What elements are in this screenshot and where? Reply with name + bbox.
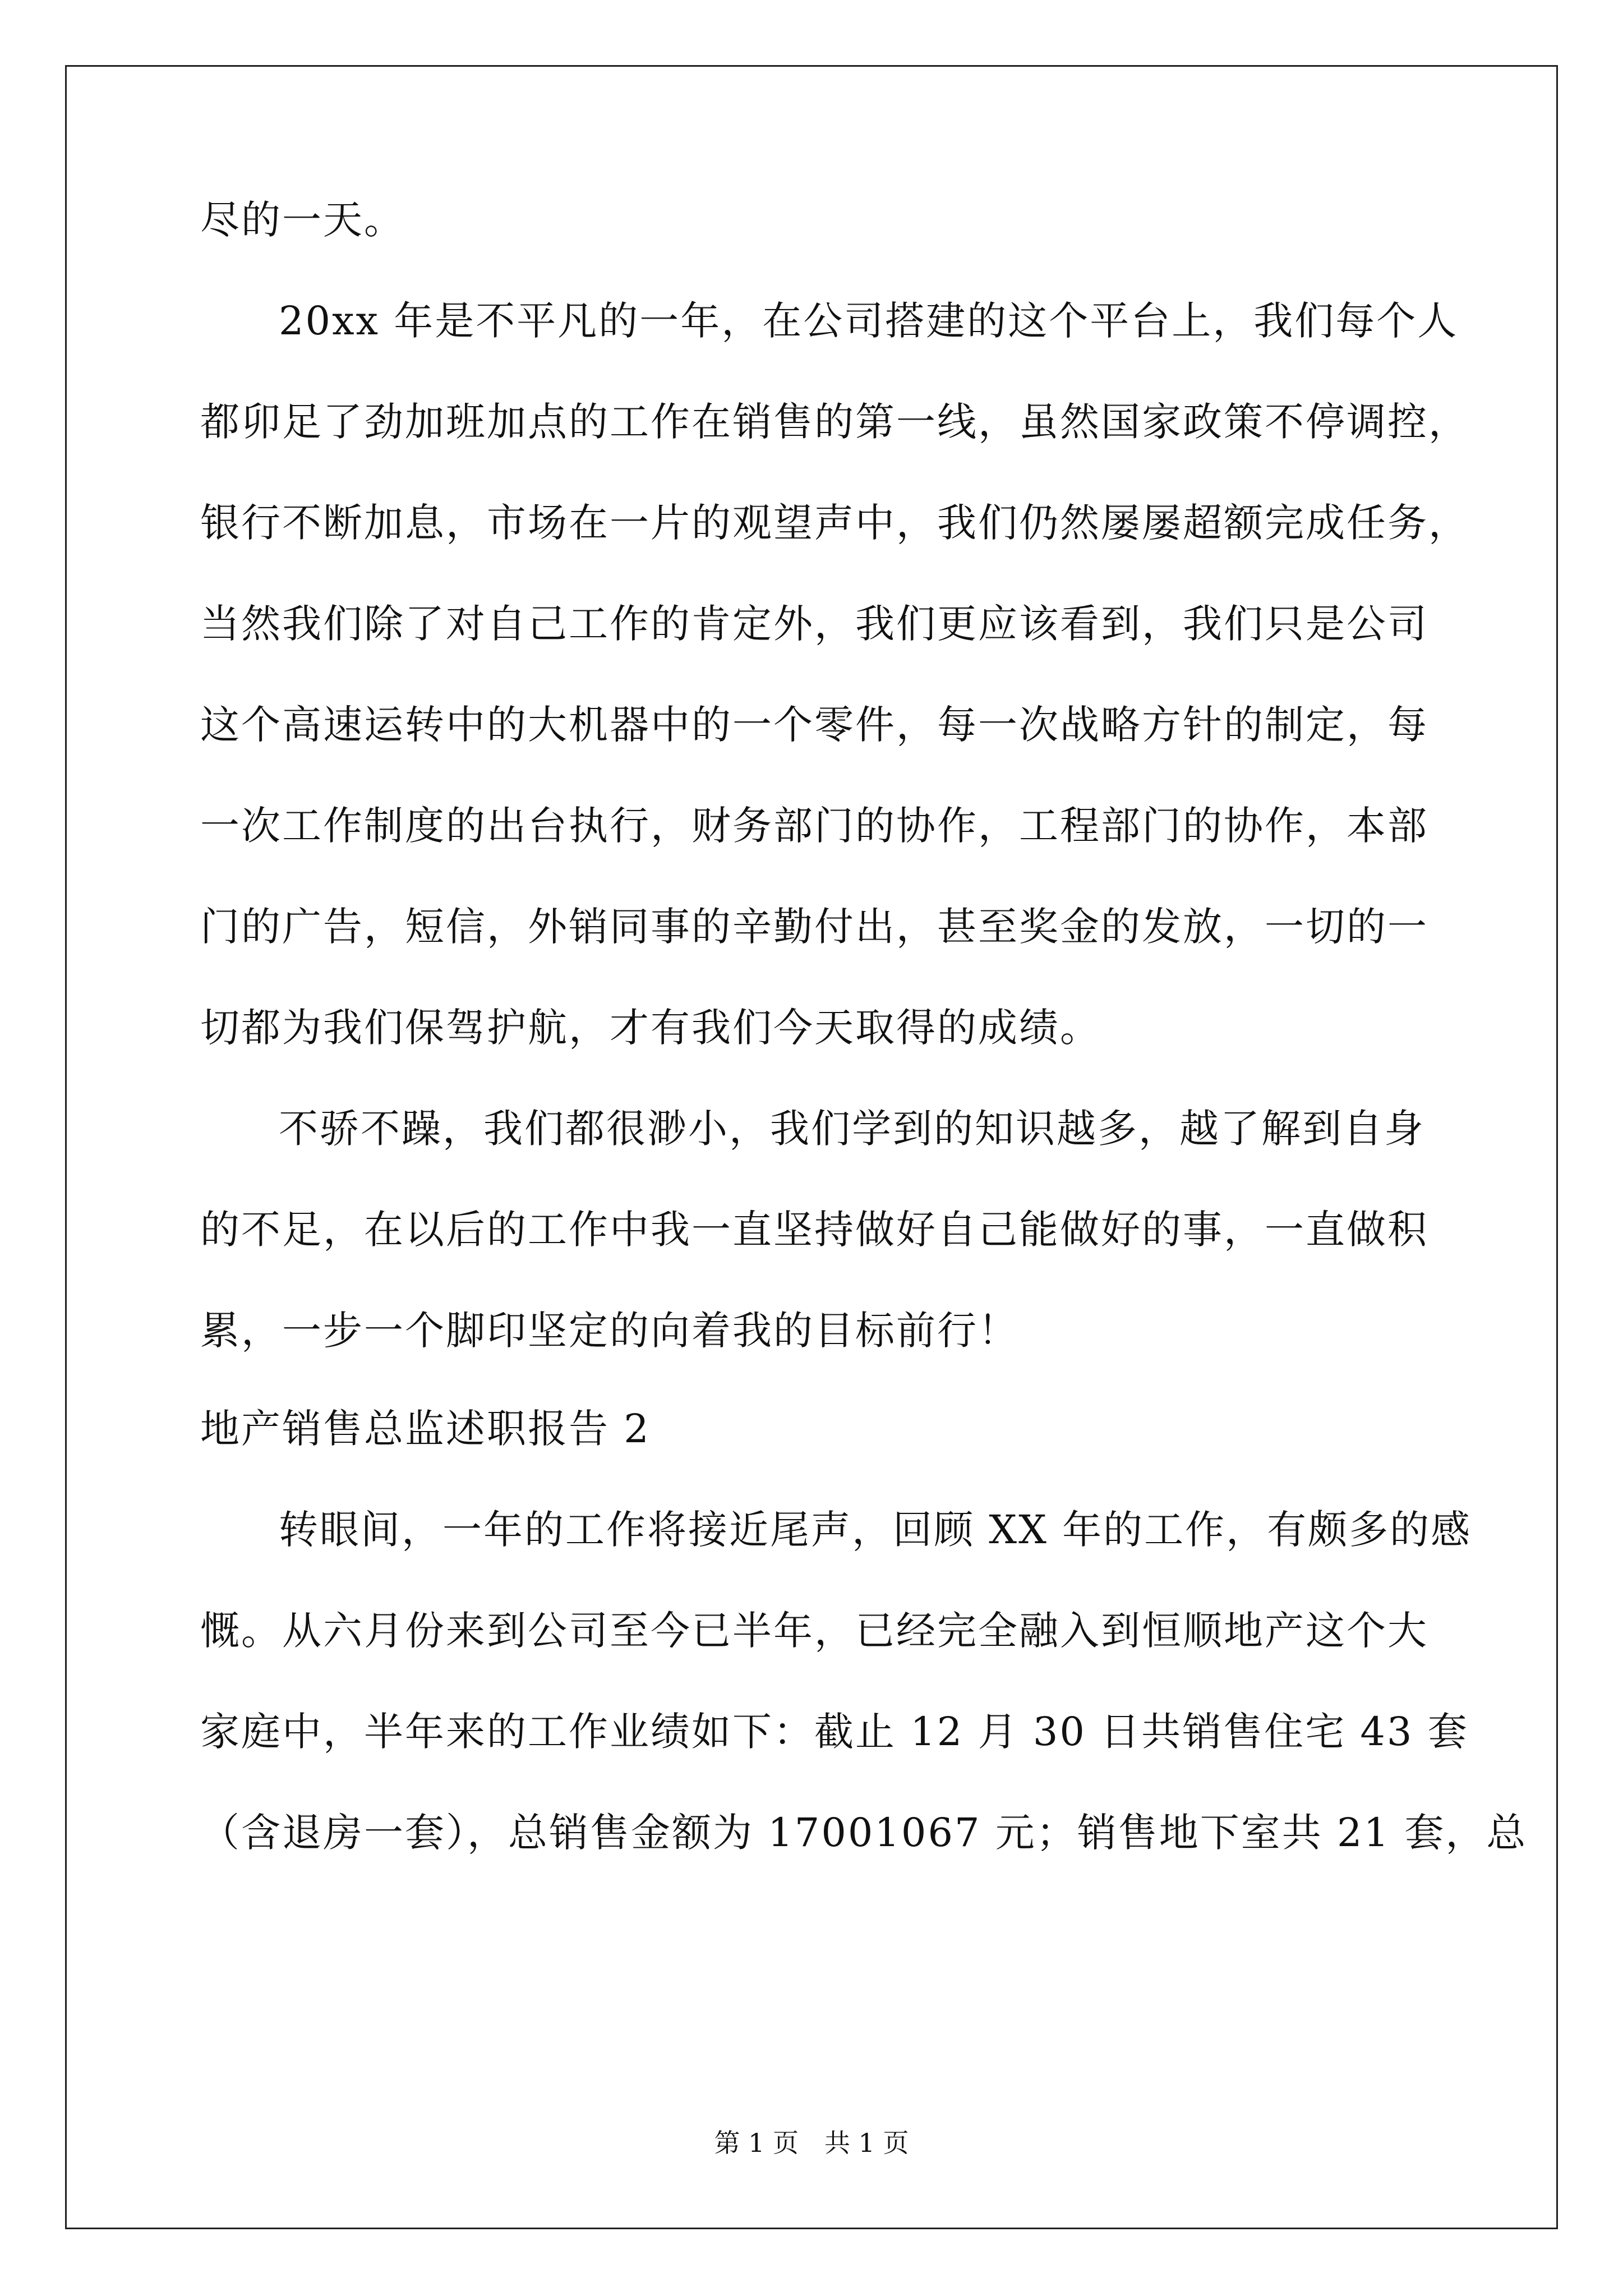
text-line: 家庭中，半年来的工作业绩如下：截止 12 月 30 日共销售住宅 43 套 bbox=[200, 1709, 1469, 1755]
text-line: 的不足，在以后的工作中我一直坚持做好自己能做好的事，一直做积 bbox=[200, 1207, 1428, 1253]
text-line: 慨。从六月份来到公司至今已半年，已经完全融入到恒顺地产这个大 bbox=[200, 1608, 1428, 1654]
text-line: 切都为我们保驾护航，才有我们今天取得的成绩。 bbox=[200, 1005, 1101, 1051]
text-line: 尽的一天。 bbox=[200, 197, 405, 243]
paragraph-first-line: 不骄不躁，我们都很渺小，我们学到的知识越多，越了解到自身 bbox=[279, 1106, 1425, 1152]
paragraph-first-line: 转眼间，一年的工作将接近尾声，回顾 XX 年的工作，有颇多的感 bbox=[279, 1507, 1472, 1553]
text-line: 门的广告，短信，外销同事的辛勤付出，甚至奖金的发放，一切的一 bbox=[200, 904, 1428, 950]
text-line: 银行不断加息，市场在一片的观望声中，我们仍然屡屡超额完成任务， bbox=[200, 500, 1469, 546]
paragraph-first-line: 20xx 年是不平凡的一年，在公司搭建的这个平台上，我们每个人 bbox=[279, 298, 1459, 344]
text-line: 累，一步一个脚印坚定的向着我的目标前行！ bbox=[200, 1308, 1019, 1354]
text-line: 都卯足了劲加班加点的工作在销售的第一线，虽然国家政策不停调控， bbox=[200, 399, 1469, 445]
section-heading: 地产销售总监述职报告 2 bbox=[200, 1406, 651, 1452]
text-line: 当然我们除了对自己工作的肯定外，我们更应该看到，我们只是公司 bbox=[200, 601, 1428, 647]
text-line: （含退房一套），总销售金额为 17001067 元；销售地下室共 21 套，总 bbox=[200, 1810, 1528, 1856]
text-line: 这个高速运转中的大机器中的一个零件，每一次战略方针的制定，每 bbox=[200, 702, 1428, 748]
text-line: 一次工作制度的出台执行，财务部门的协作，工程部门的协作，本部 bbox=[200, 803, 1428, 849]
page-number-footer: 第 1 页 共 1 页 bbox=[714, 2128, 909, 2158]
